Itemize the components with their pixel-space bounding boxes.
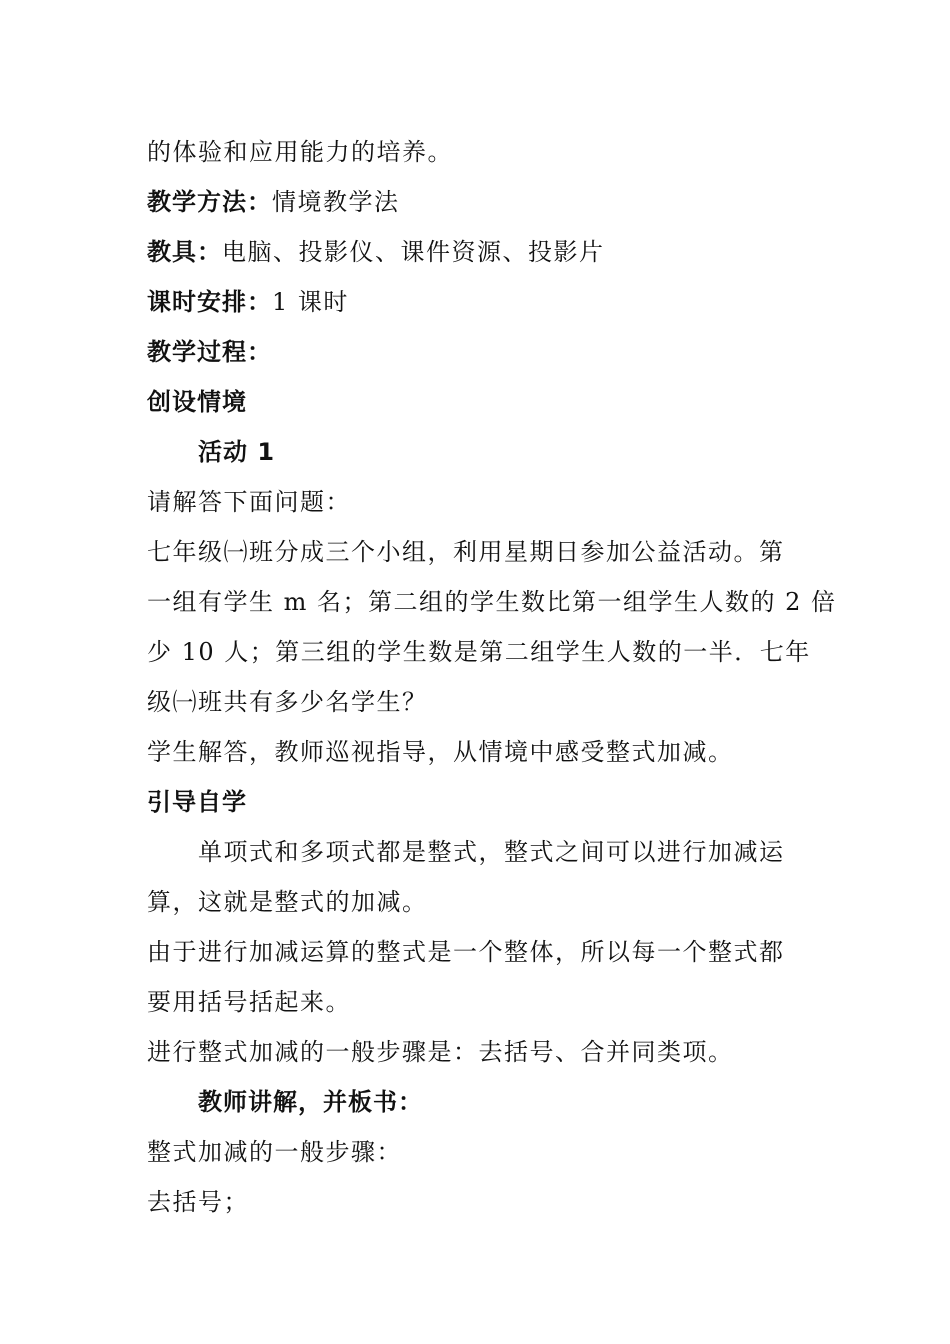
teaching-method-label: 教学方法：: [147, 188, 272, 216]
text-line: 的体验和应用能力的培养。: [147, 138, 453, 166]
section-heading-create-situation: 创设情境: [147, 388, 247, 416]
text-line: 一组有学生 m 名；第二组的学生数比第一组学生人数的 2 倍: [147, 588, 837, 616]
activity-1-heading: 活动 1: [198, 438, 276, 466]
teaching-method-value: 情境教学法: [272, 188, 400, 216]
text-line: 去括号；: [147, 1188, 249, 1216]
class-hours-value: 1 课时: [272, 288, 349, 316]
text-line: 要用括号括起来。: [147, 988, 351, 1016]
text-line: 由于进行加减运算的整式是一个整体，所以每一个整式都: [147, 938, 785, 966]
text-line: 级㈠班共有多少名学生？: [147, 688, 428, 716]
teaching-process-heading: 教学过程：: [147, 338, 272, 366]
section-heading-guided-self-study: 引导自学: [147, 788, 247, 816]
teaching-method-line: [147, 186, 400, 218]
teaching-tools-line: [147, 236, 605, 268]
text-line: 单项式和多项式都是整式，整式之间可以进行加减运: [198, 838, 785, 866]
class-hours-line: [147, 286, 349, 318]
text-line: 整式加减的一般步骤：: [147, 1138, 402, 1166]
text-line: 七年级㈠班分成三个小组，利用星期日参加公益活动。第: [147, 538, 785, 566]
text-line: 进行整式加减的一般步骤是：去括号、合并同类项。: [147, 1038, 734, 1066]
teacher-explanation-heading: 教师讲解，并板书：: [198, 1088, 423, 1116]
text-line: 学生解答，教师巡视指导，从情境中感受整式加减。: [147, 738, 734, 766]
class-hours-label: 课时安排：: [147, 288, 272, 316]
teaching-tools-value: 电脑、投影仪、课件资源、投影片: [222, 238, 605, 266]
text-line: 算，这就是整式的加减。: [147, 888, 428, 916]
text-line: 请解答下面问题：: [147, 488, 351, 516]
teaching-tools-label: 教具：: [147, 238, 222, 266]
text-line: 少 10 人；第三组的学生数是第二组学生人数的一半．七年: [147, 638, 811, 666]
